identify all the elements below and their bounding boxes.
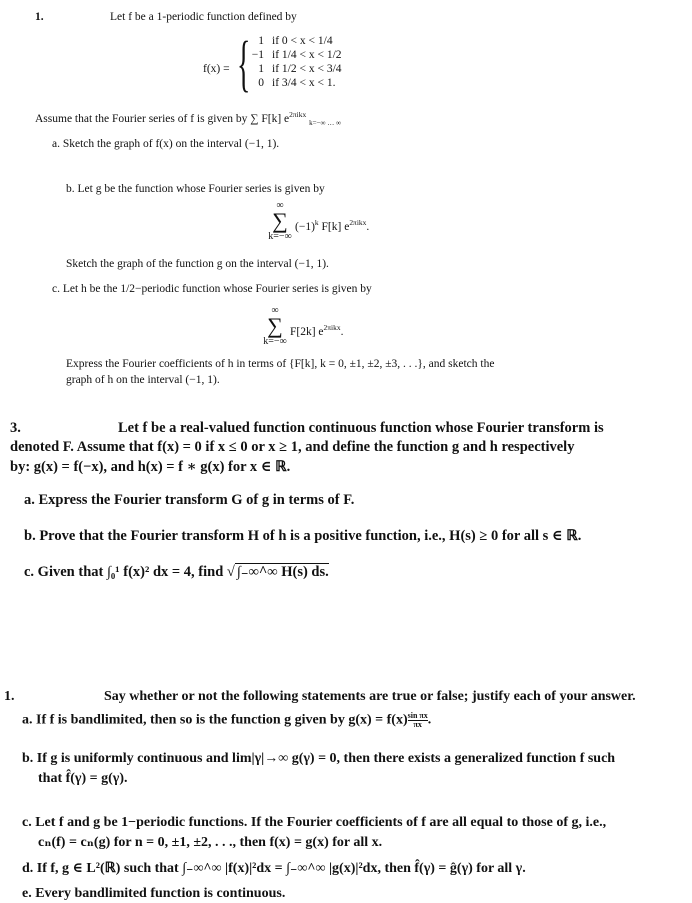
q3-number: 3.: [10, 420, 21, 436]
case-condition: if 0 < x < 1/4: [272, 35, 333, 47]
sum-symbol: ∞ ∑ k=−∞: [263, 305, 287, 347]
tf-part-e: e. Every bandlimited function is continuous.: [22, 886, 286, 901]
tf-part-b-1: b. If g is uniformly continuous and lim|γ|→∞ g(γ) = 0, then there exists a generalized function f such: [22, 751, 616, 766]
tf-intro: Say whether or not the following statements are true or false; justify each of your answer.: [104, 689, 636, 704]
tf-part-b-2: that f̂(γ) = g(γ).: [38, 771, 128, 786]
tf-part-c-1: c. Let f and g be 1−periodic functions. If the Fourier coefficients of f are all equal to those of g, i.e.,: [22, 815, 607, 830]
q3-part-a: a. Express the Fourier transform G of g in terms of F.: [24, 492, 355, 508]
q3-line3: by: g(x) = f(−x), and h(x) = f ∗ g(x) for x ∈ ℝ.: [10, 459, 291, 475]
tf-number: 1.: [4, 689, 15, 704]
q1-assume: Assume that the Fourier series of f is given by ∑ F[k] $e^{2\pi ikx}$ $_{k=-\infty \dots \infty}$: [35, 110, 341, 128]
piecewise-lhs: f(x) =: [203, 63, 230, 75]
left-brace: {: [237, 30, 251, 98]
sum-symbol: ∞ ∑ k=−∞: [268, 200, 292, 242]
case-condition: if 3/4 < x < 1.: [272, 77, 336, 89]
case-condition: if 1/4 < x < 1/2: [272, 49, 342, 61]
case-value: 1: [258, 63, 264, 75]
q1-number: 1.: [35, 11, 44, 23]
c-series: F[2k] $e^{2\pi ikx}$.: [290, 323, 344, 338]
q3-part-c: c. Given that ∫₀¹ f(x)² dx = 4, find √ ∫₋∞^∞ H(s) ds.: [24, 564, 329, 580]
tf-part-d: d. If f, g ∈ L²(ℝ) such that ∫₋∞^∞ |f(x)|²dx = ∫₋∞^∞ |g(x)|²dx, then f̂(γ) = ĝ(γ) for all γ.: [22, 861, 526, 876]
q1-c-express-1: Express the Fourier coefficients of h in terms of {F[k], k = 0, ±1, ±2, ±3, . . .}, and sketch the: [66, 358, 495, 370]
q3-part-b: b. Prove that the Fourier transform H of h is a positive function, i.e., H(s) ≥ 0 for all s ∈ ℝ.: [24, 528, 582, 544]
q1-intro: Let f be a 1-periodic function defined by: [110, 11, 297, 23]
case-condition: if 1/2 < x < 3/4: [272, 63, 342, 75]
tf-part-a: a. If f is bandlimited, then so is the function g given by g(x) = f(x) $\frac{\text{sin πx}}{\pi x}$ .: [22, 711, 432, 729]
tf-part-c-2: cₙ(f) = cₙ(g) for n = 0, ±1, ±2, . . ., then f(x) = g(x) for all x.: [38, 835, 383, 850]
b-series: $(-1)^k$ F[k] $e^{2\pi ikx}$.: [295, 218, 370, 233]
q3-line1: Let f be a real-valued function continuous function whose Fourier transform is: [118, 420, 604, 436]
case-value: 0: [258, 77, 264, 89]
q3-line2: denoted F. Assume that f(x) = 0 if x ≤ 0 or x ≥ 1, and define the function g and h respectively: [10, 439, 575, 455]
q1-part-c: c. Let h be the 1/2−periodic function whose Fourier series is given by: [52, 283, 372, 295]
case-value: −1: [251, 49, 264, 61]
q1-part-a: a. Sketch the graph of f(x) on the interval (−1, 1).: [52, 138, 280, 150]
q1-b-sketch: Sketch the graph of the function g on the interval (−1, 1).: [66, 258, 329, 270]
q1-c-express-2: graph of h on the interval (−1, 1).: [66, 374, 220, 386]
q1-part-b: b. Let g be the function whose Fourier series is given by: [66, 183, 325, 195]
case-value: 1: [258, 35, 264, 47]
